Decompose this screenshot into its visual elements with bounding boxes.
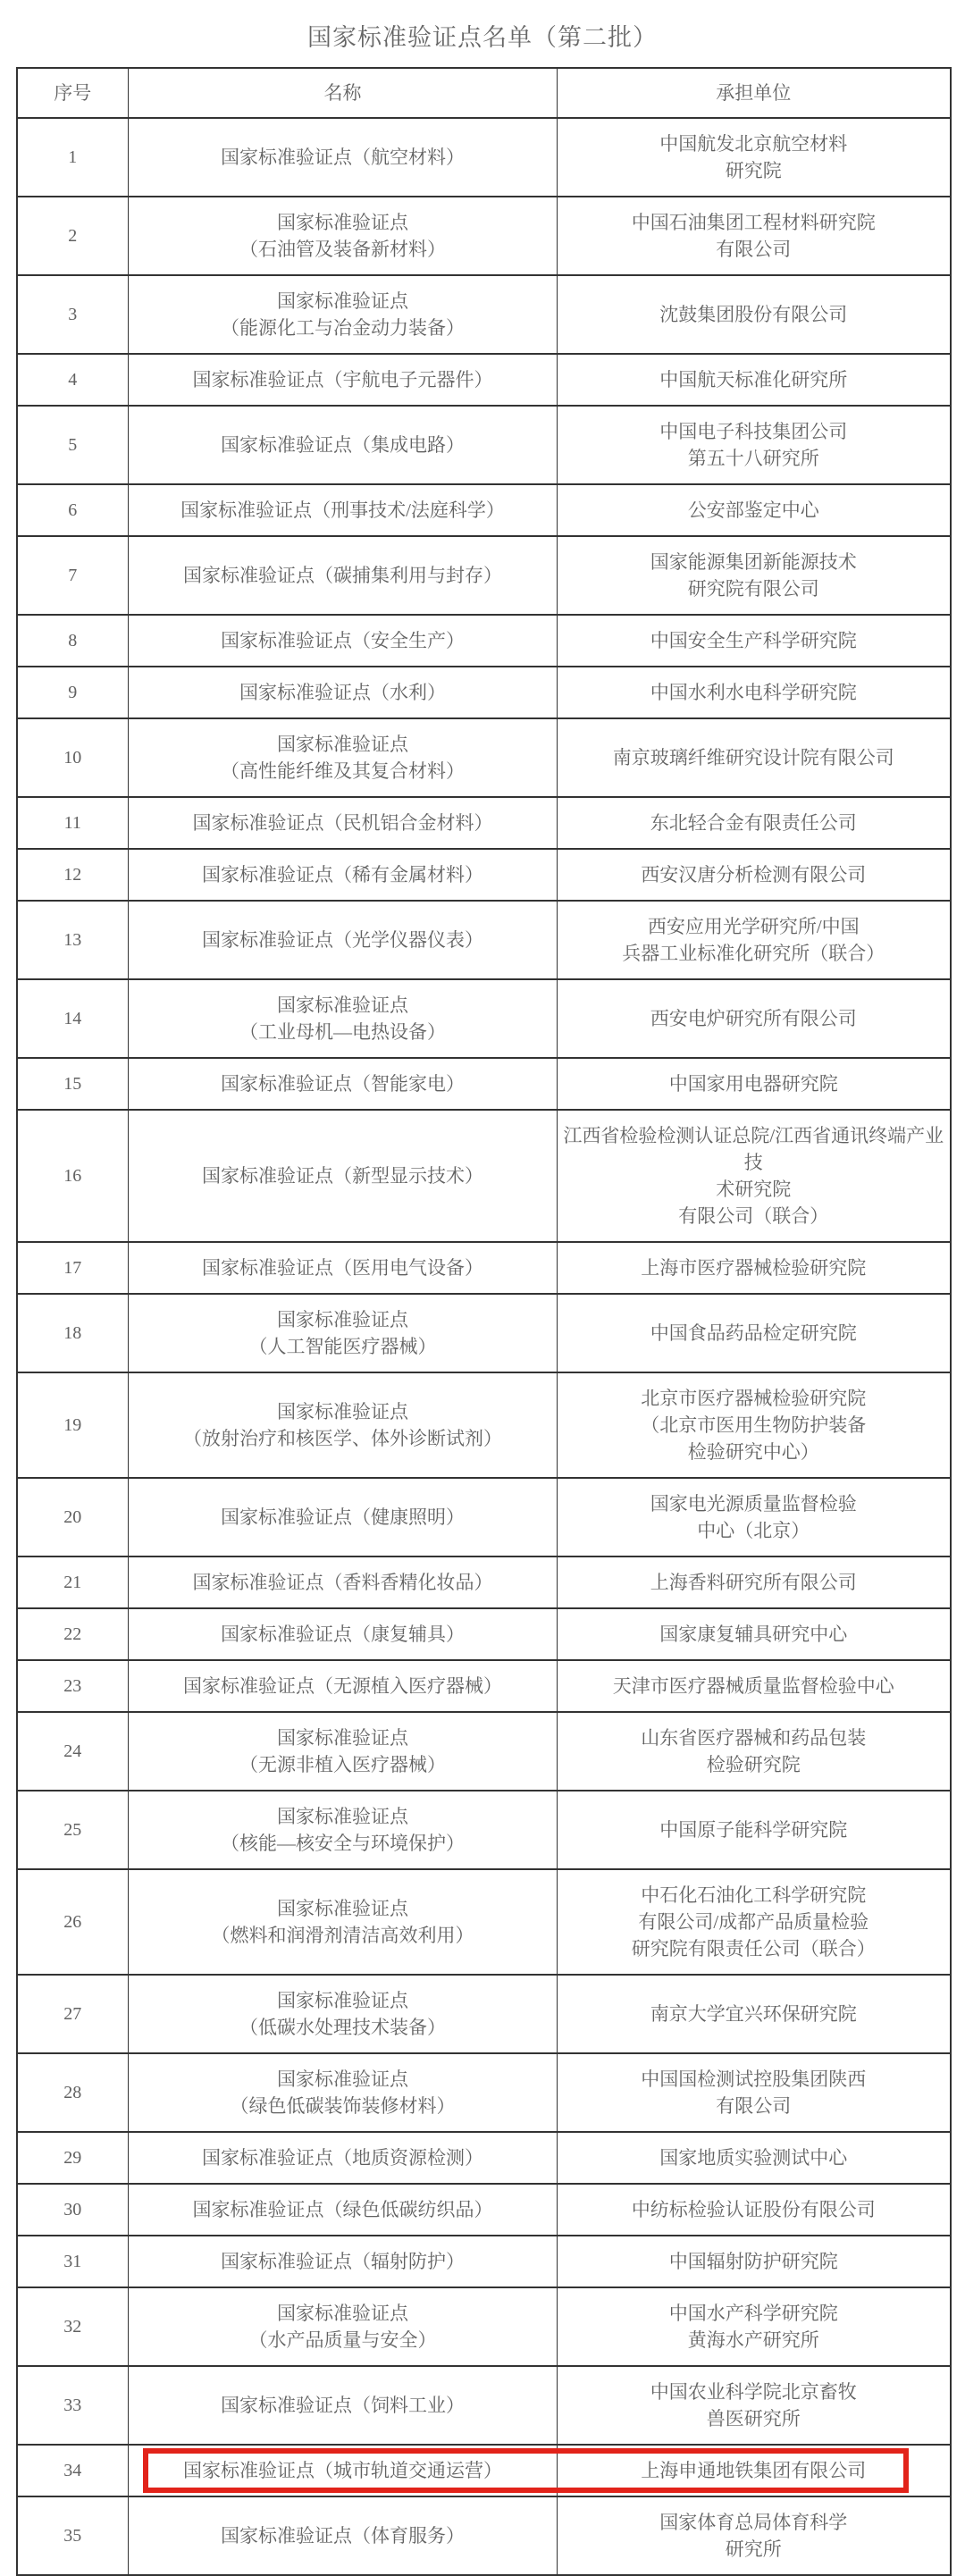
unit-line: 国家能源集团新能源技术 xyxy=(650,551,857,573)
unit-cell xyxy=(558,2287,951,2366)
name-cell xyxy=(129,979,558,1058)
unit-cell xyxy=(558,1557,951,1608)
unit-line: 江西省检验检测认证总院/江西省通讯终端产业技 xyxy=(563,1125,944,1173)
name-line: 国家标准验证点（康复辅具） xyxy=(221,1624,465,1645)
name-cell xyxy=(129,1557,558,1608)
table-row xyxy=(17,1660,951,1712)
row-number-cell: 17 xyxy=(17,1242,129,1294)
unit-cell xyxy=(558,1791,951,1869)
name-line: （燃料和润滑剂清洁高效利用） xyxy=(211,1925,474,1946)
name-line: （低碳水处理技术装备） xyxy=(239,2017,446,2038)
table-row xyxy=(17,406,951,484)
row-number-cell: 1 xyxy=(17,118,129,197)
name-line: 国家标准验证点 xyxy=(277,734,408,755)
name-line: 国家标准验证点（水利） xyxy=(239,682,446,703)
header-number: 序号 xyxy=(17,68,129,118)
table-row xyxy=(17,1294,951,1372)
name-cell xyxy=(129,1058,558,1110)
table-row xyxy=(17,849,951,901)
unit-line: 中国国检测试控股集团陕西 xyxy=(641,2068,867,2090)
unit-line: 中国航天标准化研究所 xyxy=(659,369,848,390)
table-row xyxy=(17,718,951,797)
name-cell xyxy=(129,2236,558,2287)
table-row xyxy=(17,615,951,667)
unit-line: 中纺标检验认证股份有限公司 xyxy=(631,2199,876,2220)
unit-cell xyxy=(558,275,951,354)
unit-line: 南京大学宜兴环保研究院 xyxy=(650,2003,857,2025)
table-row xyxy=(17,1869,951,1975)
unit-line: 沈鼓集团股份有限公司 xyxy=(659,304,848,325)
name-cell xyxy=(129,118,558,197)
unit-line: 上海香料研究所有限公司 xyxy=(650,1572,857,1593)
unit-cell xyxy=(558,1110,951,1242)
unit-line: 西安电炉研究所有限公司 xyxy=(650,1008,857,1029)
unit-cell xyxy=(558,1869,951,1975)
name-line: 国家标准验证点 xyxy=(277,1990,408,2011)
row-number-cell: 31 xyxy=(17,2236,129,2287)
name-line: 国家标准验证点 xyxy=(277,212,408,233)
unit-cell xyxy=(558,2236,951,2287)
name-line: （高性能纤维及其复合材料） xyxy=(221,760,465,782)
unit-line: 检验研究中心） xyxy=(687,1441,819,1463)
row-number-cell: 20 xyxy=(17,1478,129,1557)
table-row xyxy=(17,797,951,849)
row-number-cell: 14 xyxy=(17,979,129,1058)
unit-cell xyxy=(558,1608,951,1660)
unit-line: 南京玻璃纤维研究设计院有限公司 xyxy=(612,747,894,768)
name-line: 国家标准验证点（民机铝合金材料） xyxy=(192,812,493,834)
row-number-cell: 4 xyxy=(17,354,129,406)
row-number-cell: 18 xyxy=(17,1294,129,1372)
unit-line: 研究院 xyxy=(725,160,782,181)
name-cell xyxy=(129,275,558,354)
name-cell xyxy=(129,1791,558,1869)
unit-line: 天津市医疗器械质量监督检验中心 xyxy=(612,1675,894,1697)
row-number-cell: 29 xyxy=(17,2132,129,2184)
table-row xyxy=(17,275,951,354)
unit-line: 西安汉唐分析检测有限公司 xyxy=(641,864,867,885)
name-line: 国家标准验证点 xyxy=(277,1806,408,1827)
unit-cell xyxy=(558,1660,951,1712)
page-title: 国家标准验证点名单（第二批） xyxy=(307,24,658,51)
name-line: 国家标准验证点 xyxy=(277,1898,408,1919)
name-cell xyxy=(129,2366,558,2445)
row-number-cell: 8 xyxy=(17,615,129,667)
row-number-cell: 24 xyxy=(17,1712,129,1791)
unit-cell xyxy=(558,1975,951,2053)
table-row xyxy=(17,1791,951,1869)
row-number-cell: 33 xyxy=(17,2366,129,2445)
row-number-cell: 26 xyxy=(17,1869,129,1975)
unit-cell xyxy=(558,2053,951,2132)
unit-line: 公安部鉴定中心 xyxy=(687,499,819,521)
unit-cell xyxy=(558,2184,951,2236)
table-row xyxy=(17,1608,951,1660)
name-line: 国家标准验证点（城市轨道交通运营） xyxy=(183,2460,502,2481)
table-row xyxy=(17,2496,951,2575)
table-container xyxy=(16,67,950,2576)
unit-line: 西安应用光学研究所/中国 xyxy=(647,916,860,937)
table-row xyxy=(17,536,951,615)
unit-cell xyxy=(558,1478,951,1557)
unit-line: 检验研究院 xyxy=(706,1754,801,1775)
name-cell xyxy=(129,1294,558,1372)
unit-line: 国家康复辅具研究中心 xyxy=(659,1624,848,1645)
name-cell xyxy=(129,2287,558,2366)
name-cell xyxy=(129,1478,558,1557)
unit-cell xyxy=(558,2496,951,2575)
row-number-cell: 30 xyxy=(17,2184,129,2236)
unit-cell xyxy=(558,849,951,901)
unit-line: 中国水产科学研究院 xyxy=(668,2303,838,2324)
unit-line: 中国农业科学院北京畜牧 xyxy=(650,2381,857,2403)
header-unit: 承担单位 xyxy=(558,68,951,118)
unit-line: 中国安全生产科学研究院 xyxy=(650,630,857,651)
name-cell xyxy=(129,797,558,849)
name-cell xyxy=(129,615,558,667)
row-number-cell: 2 xyxy=(17,197,129,275)
unit-cell xyxy=(558,1294,951,1372)
unit-cell xyxy=(558,718,951,797)
name-line: 国家标准验证点 xyxy=(277,1309,408,1330)
unit-cell xyxy=(558,615,951,667)
unit-line: 研究院有限责任公司（联合） xyxy=(631,1938,876,1959)
row-number-cell: 32 xyxy=(17,2287,129,2366)
unit-cell xyxy=(558,2445,951,2496)
unit-cell xyxy=(558,2366,951,2445)
header-name: 名称 xyxy=(129,68,558,118)
unit-line: 有限公司 xyxy=(716,2095,792,2117)
name-line: 国家标准验证点（新型显示技术） xyxy=(202,1165,483,1187)
unit-line: 有限公司 xyxy=(716,239,792,260)
table-row xyxy=(17,1110,951,1242)
row-number-cell: 25 xyxy=(17,1791,129,1869)
name-line: 国家标准验证点（辐射防护） xyxy=(221,2251,465,2272)
unit-cell xyxy=(558,1372,951,1478)
row-number-cell: 7 xyxy=(17,536,129,615)
unit-line: 中国航发北京航空材料 xyxy=(659,133,848,155)
table-row xyxy=(17,1058,951,1110)
unit-line: （北京市医用生物防护装备 xyxy=(641,1414,867,1436)
table-row xyxy=(17,1372,951,1478)
name-cell xyxy=(129,1869,558,1975)
unit-line: 兽医研究所 xyxy=(706,2408,801,2429)
name-line: 国家标准验证点（医用电气设备） xyxy=(202,1257,483,1279)
table-row xyxy=(17,2287,951,2366)
table-row xyxy=(17,979,951,1058)
table-row xyxy=(17,2053,951,2132)
unit-cell xyxy=(558,197,951,275)
name-cell xyxy=(129,536,558,615)
header-row xyxy=(17,68,951,118)
name-cell xyxy=(129,1712,558,1791)
unit-line: 研究院有限公司 xyxy=(687,578,819,600)
unit-line: 中心（北京） xyxy=(697,1520,810,1541)
table-row xyxy=(17,2236,951,2287)
name-line: 国家标准验证点（安全生产） xyxy=(221,630,465,651)
table-row xyxy=(17,1712,951,1791)
row-number-cell: 21 xyxy=(17,1557,129,1608)
unit-line: 上海市医疗器械检验研究院 xyxy=(641,1257,867,1279)
unit-cell xyxy=(558,2132,951,2184)
unit-line: 山东省医疗器械和药品包装 xyxy=(641,1727,867,1749)
unit-line: 中国石油集团工程材料研究院 xyxy=(631,212,876,233)
name-cell xyxy=(129,1608,558,1660)
unit-line: 中国电子科技集团公司 xyxy=(659,421,848,442)
unit-cell xyxy=(558,536,951,615)
name-cell xyxy=(129,484,558,536)
unit-line: 黄海水产研究所 xyxy=(687,2329,819,2351)
unit-line: 中国辐射防护研究院 xyxy=(668,2251,838,2272)
unit-line: 中石化石油化工科学研究院 xyxy=(641,1884,867,1906)
name-line: 国家标准验证点（光学仪器仪表） xyxy=(202,929,483,951)
name-cell xyxy=(129,2445,558,2496)
unit-cell xyxy=(558,118,951,197)
name-line: 国家标准验证点（碳捕集利用与封存） xyxy=(183,565,502,586)
name-line: 国家标准验证点（体育服务） xyxy=(221,2525,465,2547)
name-cell xyxy=(129,1975,558,2053)
table-row xyxy=(17,2366,951,2445)
name-line: 国家标准验证点（刑事技术/法庭科学） xyxy=(180,499,505,521)
unit-line: 有限公司/成都产品质量检验 xyxy=(638,1911,869,1933)
row-number-cell: 15 xyxy=(17,1058,129,1110)
table-row xyxy=(17,118,951,197)
name-line: （能源化工与冶金动力装备） xyxy=(221,317,465,339)
unit-line: 第五十八研究所 xyxy=(687,448,819,469)
row-number-cell: 22 xyxy=(17,1608,129,1660)
name-line: 国家标准验证点 xyxy=(277,2068,408,2090)
table-body xyxy=(17,118,951,2575)
name-cell xyxy=(129,2184,558,2236)
row-number-cell: 3 xyxy=(17,275,129,354)
name-cell xyxy=(129,1242,558,1294)
table-row xyxy=(17,667,951,718)
unit-cell xyxy=(558,1712,951,1791)
row-number-cell: 28 xyxy=(17,2053,129,2132)
name-line: 国家标准验证点（绿色低碳纺织品） xyxy=(192,2199,493,2220)
table-row xyxy=(17,901,951,979)
unit-cell xyxy=(558,901,951,979)
unit-cell xyxy=(558,1058,951,1110)
unit-line: 术研究院 xyxy=(716,1179,792,1200)
name-line: （放射治疗和核医学、体外诊断试剂） xyxy=(183,1428,502,1449)
unit-line: 中国水利水电科学研究院 xyxy=(650,682,857,703)
row-number-cell: 5 xyxy=(17,406,129,484)
name-cell xyxy=(129,1372,558,1478)
name-line: 国家标准验证点（香料香精化妆品） xyxy=(192,1572,493,1593)
name-cell xyxy=(129,2132,558,2184)
unit-line: 国家体育总局体育科学 xyxy=(659,2512,848,2533)
name-line: （无源非植入医疗器械） xyxy=(239,1754,446,1775)
row-number-cell: 12 xyxy=(17,849,129,901)
name-line: 国家标准验证点 xyxy=(277,2303,408,2324)
name-cell xyxy=(129,718,558,797)
unit-line: 有限公司（联合） xyxy=(678,1205,829,1227)
row-number-cell: 16 xyxy=(17,1110,129,1242)
name-cell xyxy=(129,197,558,275)
name-line: （水产品质量与安全） xyxy=(248,2329,437,2351)
unit-cell xyxy=(558,797,951,849)
name-line: 国家标准验证点（饲料工业） xyxy=(221,2395,465,2416)
unit-line: 北京市医疗器械检验研究院 xyxy=(641,1388,867,1409)
table-row xyxy=(17,484,951,536)
name-line: 国家标准验证点（稀有金属材料） xyxy=(202,864,483,885)
unit-cell xyxy=(558,979,951,1058)
unit-cell xyxy=(558,484,951,536)
row-number-cell: 6 xyxy=(17,484,129,536)
row-number-cell: 23 xyxy=(17,1660,129,1712)
name-line: 国家标准验证点（健康照明） xyxy=(221,1506,465,1528)
unit-line: 国家电光源质量监督检验 xyxy=(650,1493,857,1515)
table-row xyxy=(17,1242,951,1294)
row-number-cell: 9 xyxy=(17,667,129,718)
table-row xyxy=(17,2132,951,2184)
name-cell xyxy=(129,849,558,901)
row-number-cell: 34 xyxy=(17,2445,129,2496)
table-row xyxy=(17,197,951,275)
name-line: （人工智能医疗器械） xyxy=(248,1336,437,1357)
unit-line: 中国食品药品检定研究院 xyxy=(650,1322,857,1344)
unit-line: 研究所 xyxy=(725,2538,782,2560)
table-row xyxy=(17,2445,951,2496)
row-number-cell: 35 xyxy=(17,2496,129,2575)
name-line: 国家标准验证点（无源植入医疗器械） xyxy=(183,1675,502,1697)
name-cell xyxy=(129,406,558,484)
unit-cell xyxy=(558,354,951,406)
name-cell xyxy=(129,2496,558,2575)
name-line: 国家标准验证点（地质资源检测） xyxy=(202,2147,483,2169)
name-cell xyxy=(129,1660,558,1712)
unit-line: 上海申通地铁集团有限公司 xyxy=(641,2460,867,2481)
row-number-cell: 19 xyxy=(17,1372,129,1478)
name-line: 国家标准验证点 xyxy=(277,290,408,312)
name-line: 国家标准验证点（宇航电子元器件） xyxy=(192,369,493,390)
table-row xyxy=(17,1557,951,1608)
name-cell xyxy=(129,354,558,406)
unit-line: 国家地质实验测试中心 xyxy=(659,2147,848,2169)
name-line: （工业母机—电热设备） xyxy=(239,1021,446,1043)
unit-line: 兵器工业标准化研究所（联合） xyxy=(622,943,885,964)
row-number-cell: 13 xyxy=(17,901,129,979)
table-row xyxy=(17,1478,951,1557)
verification-points-table xyxy=(16,67,952,2576)
name-line: 国家标准验证点 xyxy=(277,1727,408,1749)
name-line: （核能—核安全与环境保护） xyxy=(221,1833,465,1854)
name-line: （绿色低碳装饰装修材料） xyxy=(230,2095,456,2117)
name-cell xyxy=(129,1110,558,1242)
name-cell xyxy=(129,2053,558,2132)
name-cell xyxy=(129,667,558,718)
table-row xyxy=(17,2184,951,2236)
unit-cell xyxy=(558,1242,951,1294)
unit-line: 东北轻合金有限责任公司 xyxy=(650,812,857,834)
unit-line: 中国原子能科学研究院 xyxy=(659,1819,848,1841)
row-number-cell: 11 xyxy=(17,797,129,849)
name-line: （石油管及装备新材料） xyxy=(239,239,446,260)
row-number-cell: 10 xyxy=(17,718,129,797)
unit-cell xyxy=(558,667,951,718)
table-row xyxy=(17,1975,951,2053)
unit-line: 中国家用电器研究院 xyxy=(668,1073,838,1095)
name-line: 国家标准验证点（智能家电） xyxy=(221,1073,465,1095)
name-line: 国家标准验证点 xyxy=(277,994,408,1016)
name-cell xyxy=(129,901,558,979)
name-line: 国家标准验证点（航空材料） xyxy=(221,147,465,168)
unit-cell xyxy=(558,406,951,484)
name-line: 国家标准验证点（集成电路） xyxy=(221,434,465,456)
table-header xyxy=(17,68,951,118)
row-number-cell: 27 xyxy=(17,1975,129,2053)
table-row xyxy=(17,354,951,406)
name-line: 国家标准验证点 xyxy=(277,1401,408,1422)
